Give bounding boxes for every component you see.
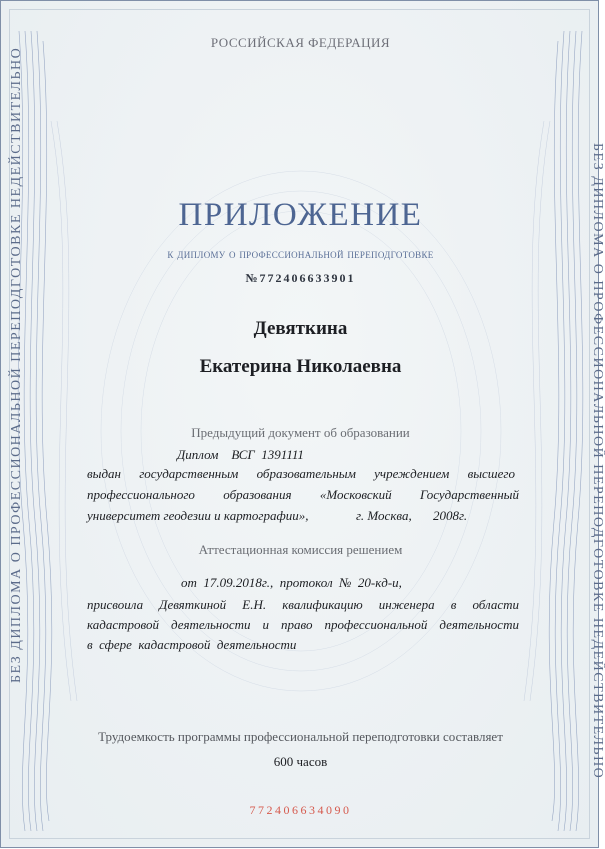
word: «Московский [319,487,392,502]
word: профессионального [87,487,195,502]
word: и [262,617,270,632]
document-title: ПРИЛОЖЕНИЕ [178,197,423,233]
inner-frame [9,9,590,839]
previous-doc-year: 2008г. [433,508,468,523]
word: высшего [467,466,515,481]
word: деятельности [170,617,251,632]
previous-doc-line-2 [87,487,519,503]
word: профессиональной [324,617,428,632]
previous-doc-city: г. Москва, [356,508,412,523]
document-subtitle: к диплому о профессиональной переподготовке [167,246,434,261]
document-number: №772406633901 [245,271,356,285]
commission-decision: от 17.09.2018г., протокол № 20-кд-и, [181,575,402,590]
commission-label: Аттестационная комиссия решением [198,542,403,557]
word: инженера [378,597,435,612]
serial-number: 772406634090 [249,803,352,817]
previous-doc-number: Диплом ВСГ 1391111 [177,447,304,462]
word: кадастровой [87,617,159,632]
holder-given-names: Екатерина Николаевна [199,356,402,377]
word: квалификацию [282,597,363,612]
previous-doc-line-1 [87,466,515,482]
word: Девяткиной [159,597,227,612]
holder-surname: Девяткина [253,318,348,339]
word: в [450,597,457,612]
commission-line-3: в сфере кадастровой деятельности [87,637,297,652]
word: области [472,597,519,612]
workload-hours: 600 часов [273,754,328,769]
word: Е.Н. [242,597,267,612]
word: присвоила [87,597,144,612]
word: выдан [87,466,121,481]
workload-label: Трудоемкость программы профессиональной переподготовки составляет [98,729,503,744]
previous-doc-institution-end: университет геодезии и картографии», [87,508,309,523]
country-heading: РОССИЙСКАЯ ФЕДЕРАЦИЯ [210,35,391,50]
word: образования [223,487,292,502]
commission-line-2 [87,617,519,633]
word: учреждением [374,466,450,481]
word: образовательным [256,466,356,481]
commission-line-1 [87,597,519,613]
side-inscription-right: БЕЗ ДИПЛОМА О ПРОФЕССИОНАЛЬНОЙ ПЕРЕПОДГОТОВКЕ НЕДЕЙСТВИТЕЛЬНО [590,143,605,780]
word: государственным [139,466,239,481]
word: Государственный [419,487,519,502]
word: право [281,617,313,632]
side-inscription-left: БЕЗ ДИПЛОМА О ПРОФЕССИОНАЛЬНОЙ ПЕРЕПОДГОТОВКЕ НЕДЕЙСТВИТЕЛЬНО [9,46,24,683]
previous-doc-label: Предыдущий документ об образовании [191,425,410,440]
word: деятельности [439,617,519,632]
